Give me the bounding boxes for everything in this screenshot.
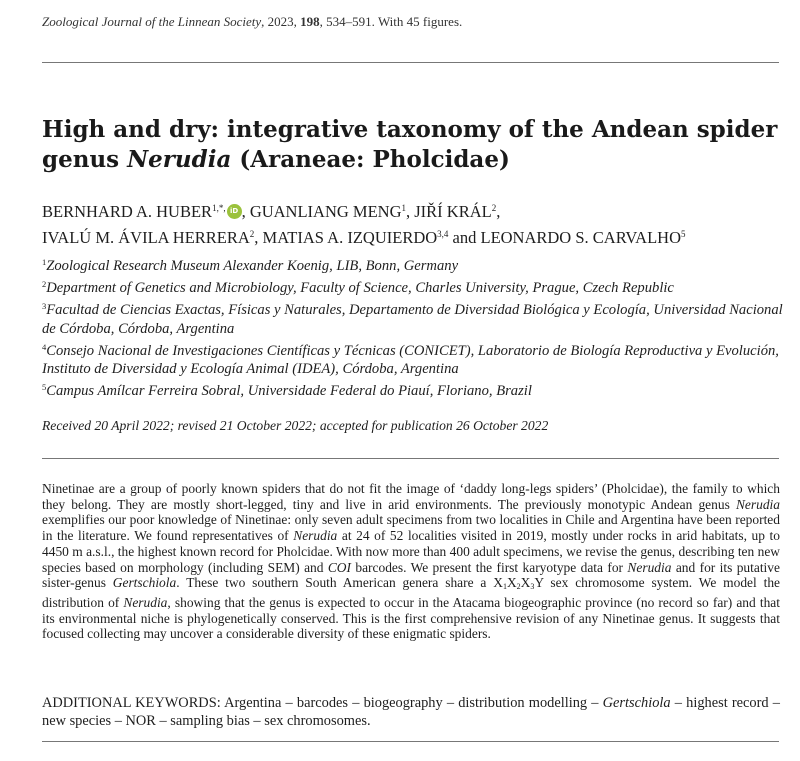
chromosome-subscript: 3: [530, 582, 535, 592]
affiliation-text: Facultad de Ciencias Exactas, Físicas y Naturales, Departamento de Diversidad Biológica y Ecología, Universidad Nacional de Córdoba, Córdoba, Argentina: [42, 302, 783, 337]
abstract-text: barcodes. We present the first karyotype data for: [351, 559, 628, 575]
journal-year: 2023: [267, 14, 294, 29]
affiliation-text: Consejo Nacional de Investigaciones Científicas y Técnicas (CONICET), Laboratorio de Biología Reproductiva y Evolución, Instituto de Diversidad y Ecología Animal (IDEA), Córdoba, Argentina: [42, 342, 779, 378]
chromosome-subscript: 2: [516, 582, 521, 592]
affiliation-number: 1: [42, 257, 47, 267]
title-suffix: (Araneae: Pholcidae): [239, 146, 510, 173]
abstract-text: Y sex chromosome system. We model the distribution of: [42, 575, 781, 610]
chromosome-symbol: X: [506, 575, 517, 591]
title-genus: Nerudia: [127, 146, 232, 173]
affiliation-number: 3: [42, 301, 47, 312]
author-name: JIŘÍ KRÁL: [414, 202, 492, 221]
author-affil-ref: 1,*,: [212, 203, 226, 213]
author-affil-ref: 3,4: [437, 229, 449, 239]
chromosome-subscript: 1: [502, 582, 507, 592]
journal-name: Zoological Journal of the Linnean Society: [42, 14, 262, 29]
affiliation-number: 4: [42, 341, 47, 352]
abstract-text: exemplifies our poor knowledge of Ninetinae: only seven adult specimens from two localities in Chile and Argentina have been reported in the literature. We found representatives of: [42, 512, 780, 544]
journal-figures: With 45 figures.: [377, 14, 463, 29]
author-list: BERNHARD A. $HUBER^{1,*,}$ iD , GUANLIANG MENG$^1$, JIŘÍ KRÁL$^2$, IVALÚ M. ÁVILA HERRERA$^2$, MATIAS A. IZQUIERDO$^{3,4}$ and LEONARDO S. CARVALHO$^5$: [42, 202, 686, 247]
affiliation-text: Campus Amílcar Ferreira Sobral, Universidade Federal do Piauí, Floriano, Brazil: [46, 383, 532, 400]
abstract-top-divider: [42, 458, 779, 459]
abstract-genus: Gertschiola: [112, 575, 177, 591]
abstract-text: , showing that the genus is expected to occur in the Atacama biogeographic province (no record so far) and that its environmental niche is phylogenetically conserved. This is the first comprehensive revision of any Ninetinae genus. It suggests that focused collecting may uncover a considerable diversity of these enigmatic spiders.: [42, 594, 780, 642]
author-name: IVALÚ M. ÁVILA HERRERA: [42, 228, 250, 247]
author-name: MATIAS A. IZQUIERDO: [262, 228, 438, 247]
abstract: [42, 481, 780, 642]
affiliation-text: Department of Genetics and Microbiology, Faculty of Science, Charles University, Prague, Czech Republic: [46, 280, 674, 297]
journal-pages: 534–591: [326, 14, 372, 29]
title-prefix: genus: [42, 146, 120, 173]
article-title: [42, 115, 787, 175]
additional-keywords: [42, 694, 780, 730]
author-connector: and: [452, 228, 477, 247]
title-line-1: High and dry: integrative taxonomy of the Andean spider: [42, 116, 778, 143]
affiliation: [42, 378, 787, 400]
journal-citation: Zoological Journal of the Linnean Society, 2023, 198, 534–591. With 45 figures.: [42, 14, 463, 29]
affiliation: [42, 275, 787, 297]
abstract-text: at 24 of 52 localities visited in 2019, mostly under rocks in arid habitats, up to 4450 m a.s.l., the highest known record for Pholcidae. With now more than 400 adult specimens, we revise the genus, describing ten new species based on morphology (including SEM) and: [42, 528, 780, 575]
keywords-genus: Gertschiola: [602, 695, 671, 711]
abstract-gene: COI: [327, 559, 351, 575]
abstract-genus: Nerudia: [123, 594, 168, 610]
chromosome-symbol: X: [520, 575, 531, 591]
keywords-text: – highest record – new species – NOR – sampling bias – sex chromosomes.: [42, 695, 780, 729]
author-affil-ref: 2: [249, 229, 255, 239]
author-affil-ref: 2: [491, 203, 497, 213]
abstract-text: Ninetinae are a group of poorly known spiders that do not fit the image of ‘daddy long-legs spiders’ (Pholcidae), the family to which they belong. They are mostly short-legged, tiny and live in arid environments. The previously monotypic Andean genus: [42, 481, 780, 512]
orcid-icon[interactable]: iD: [227, 204, 242, 219]
affiliation-number: 2: [42, 279, 47, 290]
author-affil-ref: 5: [681, 229, 686, 239]
keywords-text: Argentina – barcodes – biogeography – distribution modelling –: [220, 695, 603, 711]
journal-volume: 198: [300, 14, 320, 29]
affiliation-list: [42, 253, 787, 400]
affiliation-number: 5: [42, 382, 47, 393]
affiliation: [42, 253, 787, 275]
affiliation: [42, 297, 787, 337]
author-name: GUANLIANG MENG: [249, 202, 402, 221]
author-name: BERNHARD A. HUBER: [42, 202, 213, 221]
received-dates: Received 20 April 2022; revised 21 October 2022; accepted for publication 26 October 2022: [42, 418, 549, 433]
affiliation: [42, 338, 787, 378]
top-divider: [42, 62, 779, 63]
author-name: LEONARDO S. CARVALHO: [480, 228, 681, 247]
author-affil-ref: 1: [401, 203, 407, 213]
abstract-genus: Nerudia: [627, 559, 672, 575]
affiliation-text: Zoological Research Museum Alexander Koenig, LIB, Bonn, Germany: [46, 258, 459, 274]
abstract-text: . These two southern South American genera share a X: [176, 575, 503, 591]
keywords-label: ADDITIONAL KEYWORDS:: [42, 695, 221, 711]
abstract-genus: Nerudia: [293, 528, 338, 544]
bottom-divider: [42, 741, 779, 742]
abstract-genus: Nerudia: [735, 496, 780, 512]
abstract-text: and for its putative sister-genus: [42, 559, 780, 591]
